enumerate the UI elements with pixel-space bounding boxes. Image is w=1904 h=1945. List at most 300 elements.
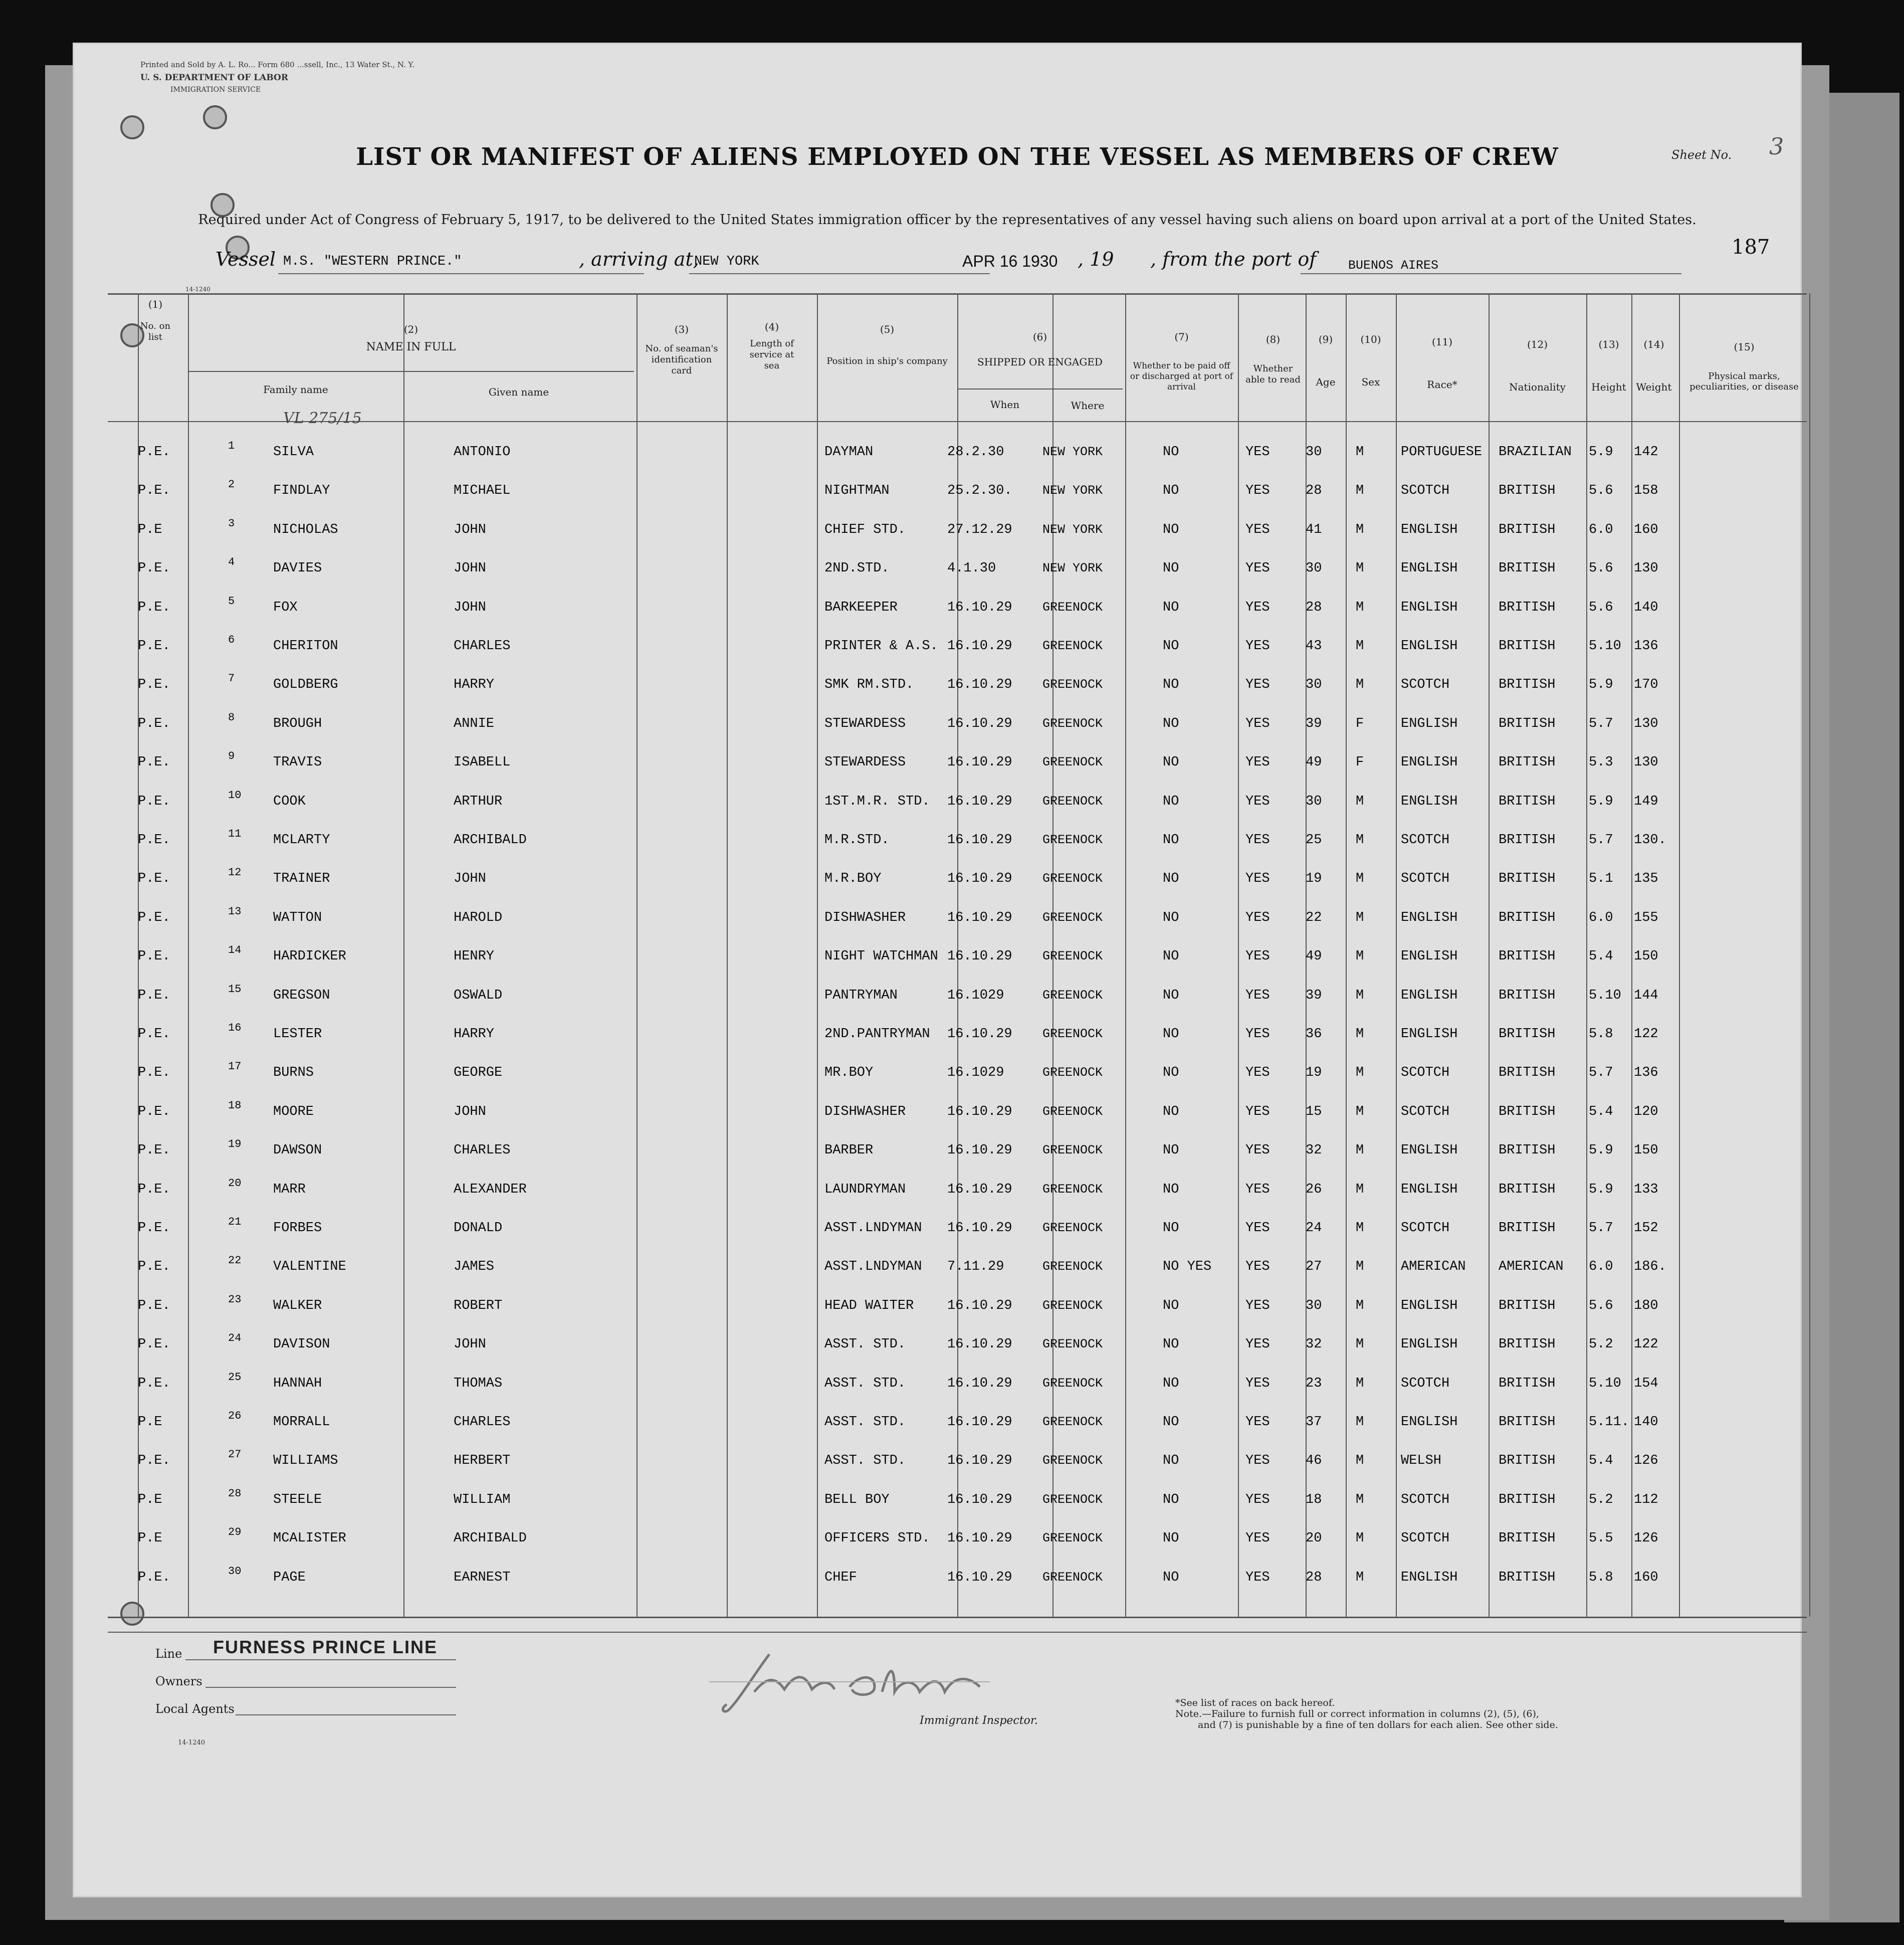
age: 23: [1306, 1376, 1322, 1391]
inspector-signature: [709, 1644, 990, 1719]
form-code-bottom: 14-1240: [178, 1739, 205, 1746]
shipped-where: GREENOCK: [1042, 1027, 1103, 1041]
position: NIGHTMAN: [824, 483, 890, 499]
able-to-read: YES: [1245, 755, 1270, 770]
nationality: BRITISH: [1499, 522, 1556, 537]
row-number: 25: [228, 1371, 242, 1384]
able-to-read: YES: [1245, 1453, 1270, 1469]
given-name: HARRY: [454, 677, 495, 693]
col-2-given: Given name: [488, 386, 549, 398]
family-name: DAVIES: [273, 561, 322, 576]
position: LAUNDRYMAN: [824, 1182, 906, 1197]
position: BARBER: [824, 1143, 874, 1158]
inspector-label: Immigrant Inspector.: [920, 1714, 1038, 1727]
table-row: [138, 1176, 1799, 1206]
height: 5.10: [1589, 639, 1621, 654]
row-number: 30: [228, 1565, 242, 1578]
sex: M: [1356, 1104, 1364, 1119]
weight: 130: [1634, 561, 1658, 576]
shipped-where: NEW YORK: [1042, 445, 1103, 459]
age: 30: [1306, 445, 1322, 460]
paid-off: NO: [1163, 522, 1179, 537]
table-row: [138, 671, 1799, 701]
weight: 142: [1634, 445, 1658, 460]
shipped-where: GREENOCK: [1042, 871, 1103, 886]
shipped-where: GREENOCK: [1042, 1531, 1103, 1546]
family-name: COOK: [273, 794, 306, 809]
shipped-when: 16.10.29: [947, 1337, 1012, 1352]
family-name: HARDICKER: [273, 949, 346, 964]
nationality: BRITISH: [1499, 1453, 1556, 1469]
col-13-label: Height: [1591, 381, 1626, 393]
race: ENGLISH: [1401, 600, 1458, 615]
shipped-when: 16.10.29: [947, 1570, 1012, 1585]
sex: M: [1356, 561, 1364, 576]
family-name: CHERITON: [273, 639, 338, 654]
height: 5.10: [1589, 988, 1621, 1003]
row-mark: P.E.: [138, 1065, 170, 1081]
nationality: BRITISH: [1499, 639, 1556, 654]
able-to-read: YES: [1245, 1337, 1270, 1352]
race: PORTUGUESE: [1401, 445, 1483, 460]
family-name: SILVA: [273, 445, 314, 460]
given-name: ANNIE: [454, 716, 495, 731]
age: 43: [1306, 639, 1322, 654]
table-row: [138, 1021, 1799, 1051]
position: STEWARDESS: [824, 716, 906, 731]
table-row: [138, 516, 1799, 546]
height: 5.6: [1589, 561, 1613, 576]
shipped-where: GREENOCK: [1042, 677, 1103, 692]
paid-off: NO: [1163, 1298, 1179, 1313]
paid-off: NO: [1163, 755, 1179, 770]
nationality: BRITISH: [1499, 1492, 1556, 1507]
position: PRINTER & A.S.: [824, 639, 938, 654]
position: ASST.LNDYMAN: [824, 1259, 922, 1275]
sex: M: [1356, 1376, 1364, 1391]
age: 18: [1306, 1492, 1322, 1507]
given-name: GEORGE: [454, 1065, 503, 1081]
col-1-label: No. on list: [140, 321, 171, 342]
able-to-read: YES: [1245, 1027, 1270, 1042]
row-number: 2: [228, 478, 235, 491]
binder-hole: [120, 115, 144, 139]
given-name: THOMAS: [454, 1376, 503, 1391]
sex: M: [1356, 1065, 1364, 1081]
shipped-where: GREENOCK: [1042, 833, 1103, 847]
race: SCOTCH: [1401, 833, 1450, 848]
paid-off: NO: [1163, 483, 1179, 499]
col-14-num: (14): [1643, 338, 1664, 350]
row-number: 24: [228, 1332, 242, 1345]
weight: 140: [1634, 600, 1658, 615]
given-name: CHARLES: [454, 1143, 511, 1158]
age: 28: [1306, 600, 1322, 615]
given-name: ANTONIO: [454, 445, 511, 460]
paid-off: NO: [1163, 1104, 1179, 1119]
row-number: 5: [228, 595, 235, 608]
nationality: BRITISH: [1499, 483, 1556, 499]
paid-off: NO: [1163, 949, 1179, 964]
col-2-family: Family name: [263, 383, 328, 396]
page-title: LIST OR MANIFEST OF ALIENS EMPLOYED ON THE VESSEL AS MEMBERS OF CREW: [356, 143, 1559, 171]
given-name: JOHN: [454, 1337, 486, 1352]
able-to-read: YES: [1245, 988, 1270, 1003]
age: 28: [1306, 483, 1322, 499]
row-number: 3: [228, 517, 235, 530]
weight: 170: [1634, 677, 1658, 693]
race: ENGLISH: [1401, 1337, 1458, 1352]
able-to-read: YES: [1245, 639, 1270, 654]
row-number: 28: [228, 1487, 242, 1500]
table-row: [138, 1059, 1799, 1089]
weight: 122: [1634, 1337, 1658, 1352]
shipped-where: GREENOCK: [1042, 1221, 1103, 1235]
position: SMK RM.STD.: [824, 677, 914, 693]
row-mark: P.E.: [138, 949, 170, 964]
col-2-num: (2): [403, 323, 418, 335]
binder-hole: [203, 105, 227, 129]
family-name: GOLDBERG: [273, 677, 338, 693]
row-mark: P.E.: [138, 1259, 170, 1275]
race: SCOTCH: [1401, 1492, 1450, 1507]
table-row: [138, 439, 1799, 469]
age: 37: [1306, 1415, 1322, 1430]
family-name: NICHOLAS: [273, 522, 338, 537]
shipped-where: NEW YORK: [1042, 561, 1103, 576]
nationality: BRITISH: [1499, 1415, 1556, 1430]
sex: M: [1356, 1492, 1364, 1507]
shipped-when: 16.10.29: [947, 639, 1012, 654]
race: ENGLISH: [1401, 755, 1458, 770]
paid-off: NO: [1163, 988, 1179, 1003]
shipped-when: 16.10.29: [947, 949, 1012, 964]
race: SCOTCH: [1401, 483, 1450, 499]
position: 1ST.M.R. STD.: [824, 794, 930, 809]
shipped-when: 16.1029: [947, 988, 1004, 1003]
shipped-where: GREENOCK: [1042, 1065, 1103, 1080]
given-name: MICHAEL: [454, 483, 511, 499]
sex: M: [1356, 871, 1364, 887]
shipped-where: GREENOCK: [1042, 1492, 1103, 1507]
height: 5.6: [1589, 600, 1613, 615]
table-row: [138, 749, 1799, 779]
able-to-read: YES: [1245, 677, 1270, 693]
row-number: 1: [228, 440, 235, 452]
race: WELSH: [1401, 1453, 1442, 1469]
nationality: BRITISH: [1499, 677, 1556, 693]
shipped-when: 4.1.30: [947, 561, 996, 576]
nationality: BRITISH: [1499, 1182, 1556, 1197]
col-5-label: Position in ship's company: [826, 356, 948, 366]
given-name: ISABELL: [454, 755, 511, 770]
shipped-when: 16.10.29: [947, 1453, 1012, 1469]
col-6-where: Where: [1071, 400, 1105, 412]
shipped-when: 16.10.29: [947, 1298, 1012, 1313]
row-number: 9: [228, 750, 235, 763]
vessel-label: Vessel: [216, 248, 276, 270]
row-number: 19: [228, 1138, 242, 1151]
family-name: MCALISTER: [273, 1531, 346, 1546]
row-mark: P.E: [138, 1531, 162, 1546]
able-to-read: YES: [1245, 1221, 1270, 1236]
paid-off: NO: [1163, 1337, 1179, 1352]
row-mark: P.E: [138, 1492, 162, 1507]
col-14-label: Weight: [1636, 381, 1672, 393]
col-1-num: (1): [148, 298, 163, 310]
age: 20: [1306, 1531, 1322, 1546]
weight: 152: [1634, 1221, 1658, 1236]
underline: [689, 273, 990, 274]
shipped-when: 27.12.29: [947, 522, 1012, 537]
paid-off: NO: [1163, 561, 1179, 576]
paid-off: NO: [1163, 1376, 1179, 1391]
age: 28: [1306, 1570, 1322, 1585]
row-mark: P.E: [138, 1415, 162, 1430]
sex: M: [1356, 1298, 1364, 1313]
able-to-read: YES: [1245, 1143, 1270, 1158]
able-to-read: YES: [1245, 949, 1270, 964]
age: 22: [1306, 910, 1322, 925]
race: ENGLISH: [1401, 639, 1458, 654]
given-name: JOHN: [454, 871, 486, 887]
family-name: PAGE: [273, 1570, 306, 1585]
col-11-label: Race*: [1427, 378, 1457, 391]
position: 2ND.PANTRYMAN: [824, 1027, 930, 1042]
sex: F: [1356, 716, 1364, 731]
grid-line: [108, 1617, 1807, 1618]
height: 5.8: [1589, 1570, 1613, 1585]
sex: M: [1356, 639, 1364, 654]
sheet-label: Sheet No.: [1671, 148, 1732, 162]
table-row: [138, 477, 1799, 507]
paid-off: NO: [1163, 1492, 1179, 1507]
shipped-where: GREENOCK: [1042, 1259, 1103, 1274]
given-name: ARTHUR: [454, 794, 503, 809]
weight: 135: [1634, 871, 1658, 887]
family-name: WALKER: [273, 1298, 322, 1313]
row-mark: P.E: [138, 522, 162, 537]
height: 5.9: [1589, 445, 1613, 460]
age: 39: [1306, 716, 1322, 731]
sex: M: [1356, 677, 1364, 693]
sex: M: [1356, 1182, 1364, 1197]
table-row: [138, 1137, 1799, 1167]
given-name: ROBERT: [454, 1298, 503, 1313]
able-to-read: YES: [1245, 794, 1270, 809]
family-name: DAVISON: [273, 1337, 330, 1352]
col-11-num: (11): [1431, 336, 1453, 348]
shipped-when: 16.10.29: [947, 794, 1012, 809]
position: DISHWASHER: [824, 910, 906, 925]
height: 5.9: [1589, 1182, 1613, 1197]
table-row: [138, 943, 1799, 973]
shipped-when: 16.10.29: [947, 833, 1012, 848]
shipped-when: 16.1029: [947, 1065, 1004, 1081]
col-7-label: Whether to be paid off or discharged at port of arrival: [1130, 361, 1233, 392]
col-5-num: (5): [880, 323, 895, 335]
age: 24: [1306, 1221, 1322, 1236]
position: ASST.LNDYMAN: [824, 1221, 922, 1236]
nationality: AMERICAN: [1499, 1259, 1564, 1275]
nationality: BRITISH: [1499, 1337, 1556, 1352]
race: SCOTCH: [1401, 1065, 1450, 1081]
table-row: [138, 904, 1799, 934]
year-prefix: , 19: [1078, 248, 1114, 270]
race: ENGLISH: [1401, 1182, 1458, 1197]
weight: 126: [1634, 1453, 1658, 1469]
family-name: WILLIAMS: [273, 1453, 338, 1469]
shipped-when: 16.10.29: [947, 600, 1012, 615]
row-mark: P.E.: [138, 1376, 170, 1391]
race: SCOTCH: [1401, 1531, 1450, 1546]
able-to-read: YES: [1245, 1415, 1270, 1430]
shipped-where: GREENOCK: [1042, 1415, 1103, 1429]
sex: M: [1356, 988, 1364, 1003]
row-mark: P.E.: [138, 1337, 170, 1352]
nationality: BRITISH: [1499, 1221, 1556, 1236]
fine-note: and (7) is punishable by a fine of ten dollars for each alien. See other side.: [1198, 1719, 1558, 1730]
table-row: [138, 1486, 1799, 1516]
row-mark: P.E.: [138, 716, 170, 731]
table-row: [138, 594, 1799, 624]
position: STEWARDESS: [824, 755, 906, 770]
position: HEAD WAITER: [824, 1298, 914, 1313]
able-to-read: YES: [1245, 910, 1270, 925]
weight: 155: [1634, 910, 1658, 925]
form-code: 14-1240: [185, 286, 210, 293]
sheet-number: 3: [1769, 133, 1784, 160]
paid-off: NO: [1163, 1065, 1179, 1081]
agents-label: Local Agents: [155, 1702, 235, 1716]
age: 49: [1306, 949, 1322, 964]
weight: 122: [1634, 1027, 1658, 1042]
given-name: JAMES: [454, 1259, 495, 1275]
race: ENGLISH: [1401, 716, 1458, 731]
row-mark: P.E.: [138, 1221, 170, 1236]
col-15-num: (15): [1734, 341, 1755, 353]
row-mark: P.E.: [138, 483, 170, 499]
row-number: 29: [228, 1526, 242, 1539]
sex: M: [1356, 1415, 1364, 1430]
row-mark: P.E.: [138, 1570, 170, 1585]
age: 25: [1306, 833, 1322, 848]
row-number: 17: [228, 1060, 242, 1073]
race: ENGLISH: [1401, 949, 1458, 964]
row-number: 14: [228, 944, 242, 957]
row-mark: P.E.: [138, 1298, 170, 1313]
table-row: [138, 1564, 1799, 1594]
col-9-num: (9): [1318, 333, 1333, 345]
paid-off: NO: [1163, 910, 1179, 925]
table-row: [138, 1525, 1799, 1555]
sex: M: [1356, 445, 1364, 460]
position: 2ND.STD.: [824, 561, 890, 576]
shipped-where: GREENOCK: [1042, 1453, 1103, 1468]
able-to-read: YES: [1245, 1376, 1270, 1391]
row-number: 11: [228, 828, 242, 840]
position: MR.BOY: [824, 1065, 874, 1081]
printer-line: Printed and Sold by A. L. Ro... Form 680 ...ssell, Inc., 13 Water St., N. Y.: [140, 60, 415, 69]
height: 5.3: [1589, 755, 1613, 770]
race: ENGLISH: [1401, 988, 1458, 1003]
height: 5.5: [1589, 1531, 1613, 1546]
manifest-page: [73, 43, 1802, 1897]
position: ASST. STD.: [824, 1376, 906, 1391]
age: 19: [1306, 1065, 1322, 1081]
weight: 130.: [1634, 833, 1666, 848]
table-row: [138, 788, 1799, 818]
underline: [185, 1659, 456, 1660]
row-number: 20: [228, 1177, 242, 1190]
col-3-num: (3): [674, 323, 689, 335]
paid-off: NO: [1163, 639, 1179, 654]
weight: 130: [1634, 755, 1658, 770]
height: 5.9: [1589, 794, 1613, 809]
col-4-num: (4): [764, 321, 779, 333]
row-mark: P.E.: [138, 561, 170, 576]
from-label: , from the port of: [1150, 248, 1317, 270]
shipped-where: GREENOCK: [1042, 988, 1103, 1003]
row-number: 12: [228, 866, 242, 879]
given-name: CHARLES: [454, 639, 511, 654]
family-name: TRAVIS: [273, 755, 322, 770]
shipped-when: 16.10.29: [947, 1182, 1012, 1197]
shipped-where: GREENOCK: [1042, 1298, 1103, 1313]
nationality: BRITISH: [1499, 910, 1556, 925]
grid-line: [957, 388, 1123, 390]
height: 5.9: [1589, 677, 1613, 693]
sex: M: [1356, 949, 1364, 964]
row-mark: P.E.: [138, 445, 170, 460]
shipped-where: GREENOCK: [1042, 1143, 1103, 1158]
races-note: *See list of races on back hereof.: [1175, 1697, 1335, 1708]
nationality: BRITISH: [1499, 1376, 1556, 1391]
nationality: BRITISH: [1499, 833, 1556, 848]
table-row: [138, 1409, 1799, 1439]
height: 5.4: [1589, 949, 1613, 964]
height: 5.6: [1589, 1298, 1613, 1313]
age: 46: [1306, 1453, 1322, 1469]
race: ENGLISH: [1401, 1143, 1458, 1158]
nationality: BRITISH: [1499, 794, 1556, 809]
position: CHIEF STD.: [824, 522, 906, 537]
row-mark: P.E.: [138, 910, 170, 925]
shipped-where: NEW YORK: [1042, 483, 1103, 498]
height: 5.7: [1589, 1221, 1613, 1236]
weight: 133: [1634, 1182, 1658, 1197]
row-number: 23: [228, 1293, 242, 1306]
height: 5.10: [1589, 1376, 1621, 1391]
shipped-when: 16.10.29: [947, 1415, 1012, 1430]
nationality: BRITISH: [1499, 1104, 1556, 1119]
position: DISHWASHER: [824, 1104, 906, 1119]
shipped-when: 16.10.29: [947, 1143, 1012, 1158]
height: 5.8: [1589, 1027, 1613, 1042]
age: 41: [1306, 522, 1322, 537]
row-number: 16: [228, 1022, 242, 1034]
sex: M: [1356, 833, 1364, 848]
race: ENGLISH: [1401, 1570, 1458, 1585]
family-name: FORBES: [273, 1221, 322, 1236]
sex: M: [1356, 1221, 1364, 1236]
shipped-where: GREENOCK: [1042, 755, 1103, 770]
able-to-read: YES: [1245, 1531, 1270, 1546]
able-to-read: YES: [1245, 561, 1270, 576]
sex: M: [1356, 1027, 1364, 1042]
height: 6.0: [1589, 522, 1613, 537]
shipped-where: GREENOCK: [1042, 1376, 1103, 1391]
